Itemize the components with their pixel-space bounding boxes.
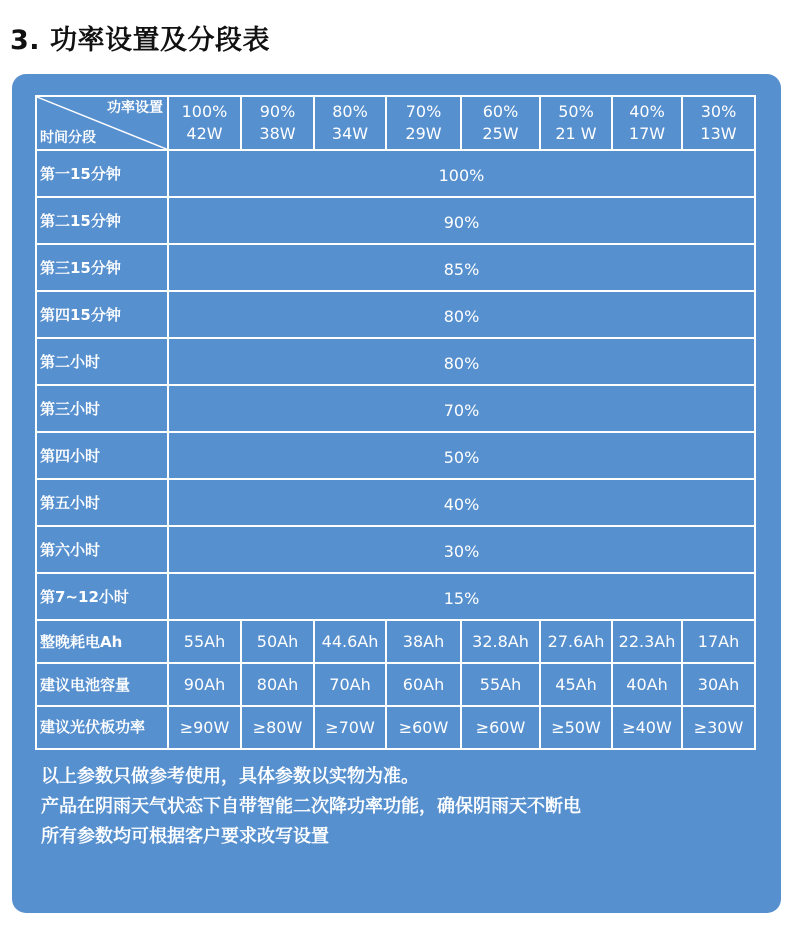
summary-cell: ≥40W: [612, 706, 682, 749]
summary-cell: 38Ah: [386, 620, 461, 663]
note-line: 所有参数均可根据客户要求改写设置: [41, 826, 329, 847]
power-setting-label: 功率设置: [107, 100, 163, 116]
column-header: [314, 96, 386, 150]
summary-cell: ≥60W: [461, 706, 540, 749]
segment-label: 第四小时: [36, 432, 168, 479]
segment-value: 50%: [168, 432, 755, 479]
column-percent: 50%: [558, 102, 594, 122]
segment-row: [36, 150, 755, 197]
summary-cell: 55Ah: [168, 620, 241, 663]
header-row: [36, 96, 755, 150]
segment-value: 100%: [168, 150, 755, 197]
column-header: [168, 96, 241, 150]
summary-cell: 50Ah: [241, 620, 314, 663]
summary-cell: 80Ah: [241, 663, 314, 706]
segment-label: 第7~12小时: [36, 573, 168, 620]
summary-cell: 60Ah: [386, 663, 461, 706]
summary-cell: ≥90W: [168, 706, 241, 749]
segment-label: 第五小时: [36, 479, 168, 526]
note-line: 以上参数只做参考使用，具体参数以实物为准。: [41, 766, 419, 787]
column-percent: 70%: [405, 102, 442, 122]
column-percent: 100%: [181, 102, 228, 122]
note-line: 产品在阴雨天气状态下自带智能二次降功率功能，确保阴雨天不断电: [41, 796, 581, 817]
summary-cell: 32.8Ah: [461, 620, 540, 663]
summary-cell: 17Ah: [682, 620, 755, 663]
summary-cell: 70Ah: [314, 663, 386, 706]
summary-cell: ≥70W: [314, 706, 386, 749]
summary-cell: ≥50W: [540, 706, 612, 749]
segment-value: 70%: [168, 385, 755, 432]
segment-row: [36, 526, 755, 573]
column-wattage: 42W: [186, 124, 223, 144]
segment-row: [36, 244, 755, 291]
column-wattage: 34W: [331, 124, 369, 144]
power-segment-table: [35, 95, 756, 750]
segment-value: 90%: [168, 197, 755, 244]
summary-label: 建议电池容量: [36, 663, 168, 706]
segment-label: 第二15分钟: [36, 197, 168, 244]
summary-cell: 44.6Ah: [314, 620, 386, 663]
column-header: [386, 96, 461, 150]
segment-value: 15%: [168, 573, 755, 620]
summary-row: [36, 620, 755, 663]
summary-cell: 27.6Ah: [540, 620, 612, 663]
segment-row: [36, 197, 755, 244]
segment-label: 第三15分钟: [36, 244, 168, 291]
column-wattage: 25W: [482, 124, 519, 144]
segment-label: 第六小时: [36, 526, 168, 573]
summary-cell: 30Ah: [682, 663, 755, 706]
summary-cell: 55Ah: [461, 663, 540, 706]
segment-label: 第二小时: [36, 338, 168, 385]
segment-value: 85%: [168, 244, 755, 291]
page-title: 3. 功率设置及分段表: [10, 25, 270, 56]
summary-cell: 90Ah: [168, 663, 241, 706]
column-wattage: 38W: [259, 124, 296, 144]
summary-cell: 40Ah: [612, 663, 682, 706]
segment-row: [36, 479, 755, 526]
summary-cell: ≥30W: [682, 706, 755, 749]
summary-cell: 45Ah: [540, 663, 612, 706]
notes: [41, 762, 581, 852]
segment-label: 第一15分钟: [36, 150, 168, 197]
column-wattage: 21 W: [555, 124, 597, 144]
summary-cell: ≥80W: [241, 706, 314, 749]
column-percent: 40%: [629, 102, 665, 122]
column-header: [682, 96, 755, 150]
segment-row: [36, 338, 755, 385]
column-percent: 60%: [482, 102, 519, 122]
column-wattage: 13W: [700, 124, 737, 144]
segment-row: [36, 432, 755, 479]
diagonal-header-cell: [36, 96, 168, 150]
segment-row: [36, 291, 755, 338]
column-wattage: 17W: [628, 124, 666, 144]
column-header: [540, 96, 612, 150]
summary-label: 整晚耗电Ah: [36, 620, 168, 663]
segment-value: 80%: [168, 338, 755, 385]
summary-row: [36, 663, 755, 706]
time-segment-label: 时间分段: [40, 130, 96, 147]
column-percent: 30%: [700, 102, 737, 122]
column-header: [461, 96, 540, 150]
summary-cell: ≥60W: [386, 706, 461, 749]
summary-label: 建议光伏板功率: [36, 706, 168, 749]
summary-cell: 22.3Ah: [612, 620, 682, 663]
segment-row: [36, 573, 755, 620]
column-header: [612, 96, 682, 150]
column-percent: 80%: [332, 102, 368, 122]
segment-label: 第四15分钟: [36, 291, 168, 338]
segment-label: 第三小时: [36, 385, 168, 432]
summary-row: [36, 706, 755, 749]
segment-value: 80%: [168, 291, 755, 338]
column-wattage: 29W: [405, 124, 442, 144]
segment-value: 30%: [168, 526, 755, 573]
column-header: [241, 96, 314, 150]
column-percent: 90%: [259, 102, 296, 122]
segment-row: [36, 385, 755, 432]
segment-value: 40%: [168, 479, 755, 526]
